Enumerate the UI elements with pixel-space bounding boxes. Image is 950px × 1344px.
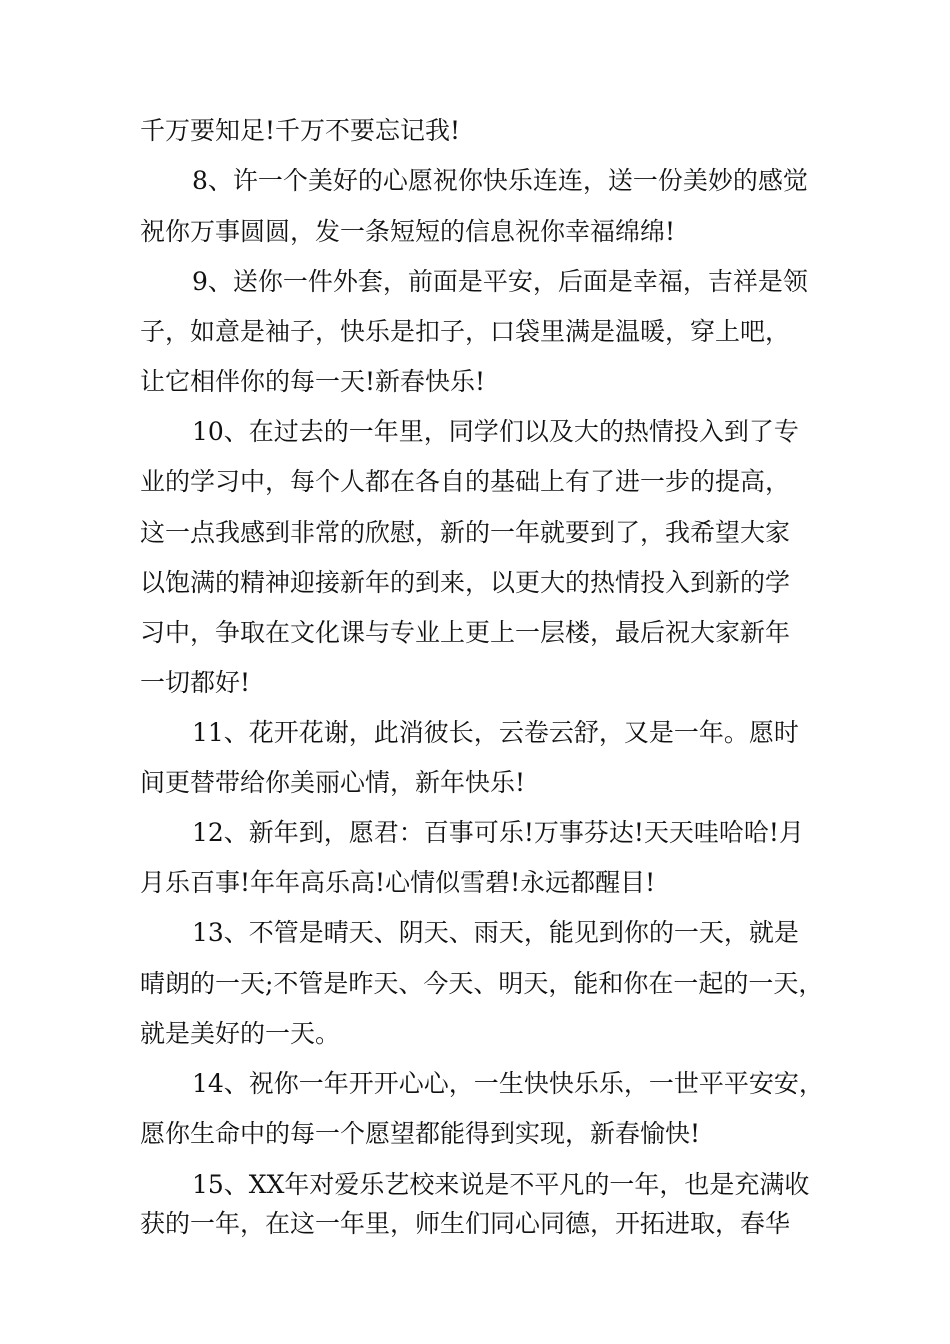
text-line: 千万要知足!千万不要忘记我! [140, 116, 461, 145]
text-line: 愿你生命中的每一个愿望都能得到实现，新春愉快! [140, 1119, 701, 1148]
text-line: 这一点我感到非常的欣慰，新的一年就要到了，我希望大家 [140, 518, 791, 547]
paragraph-14-line: 14、祝你一年开开心心，一生快快乐乐，一世平平安安， [192, 1069, 824, 1098]
paragraph-13-line: 13、不管是晴天、阴天、雨天，能见到你的一天，就是 [192, 918, 799, 947]
paragraph-9-line: 9、送你一件外套，前面是平安，后面是幸福，吉祥是领 [192, 267, 808, 296]
paragraph-10-line: 10、在过去的一年里，同学们以及大的热情投入到了专 [192, 417, 799, 446]
text-line: 晴朗的一天;不管是昨天、今天、明天，能和你在一起的一天， [140, 969, 824, 998]
paragraph-12-line: 12、新年到，愿君：百事可乐!万事芬达!天天哇哈哈!月 [192, 818, 804, 847]
text-line: 让它相伴你的每一天!新春快乐! [140, 367, 486, 396]
text-line: 就是美好的一天。 [140, 1019, 341, 1048]
text-line: 业的学习中，每个人都在各自的基础上有了进一步的提高， [140, 467, 791, 496]
text-line: 获的一年，在这一年里，师生们同心同德，开拓进取，春华 [140, 1209, 791, 1238]
text-line: 祝你万事圆圆，发一条短短的信息祝你幸福绵绵! [140, 217, 676, 246]
paragraph-11-line: 11、花开花谢，此消彼长，云卷云舒，又是一年。愿时 [192, 718, 799, 747]
paragraph-8-line: 8、许一个美好的心愿祝你快乐连连，送一份美妙的感觉 [192, 166, 808, 195]
text-line: 月乐百事!年年高乐高!心情似雪碧!永远都醒目! [140, 868, 656, 897]
text-line: 子，如意是袖子，快乐是扣子，口袋里满是温暖，穿上吧， [140, 317, 791, 346]
text-line: 以饱满的精神迎接新年的到来，以更大的热情投入到新的学 [140, 568, 791, 597]
text-line: 间更替带给你美丽心情，新年快乐! [140, 768, 526, 797]
text-line: 一切都好! [140, 668, 251, 697]
text-line: 习中，争取在文化课与专业上更上一层楼，最后祝大家新年 [140, 618, 791, 647]
paragraph-15-line: 15、XX年对爱乐艺校来说是不平凡的一年，也是充满收 [192, 1170, 810, 1199]
